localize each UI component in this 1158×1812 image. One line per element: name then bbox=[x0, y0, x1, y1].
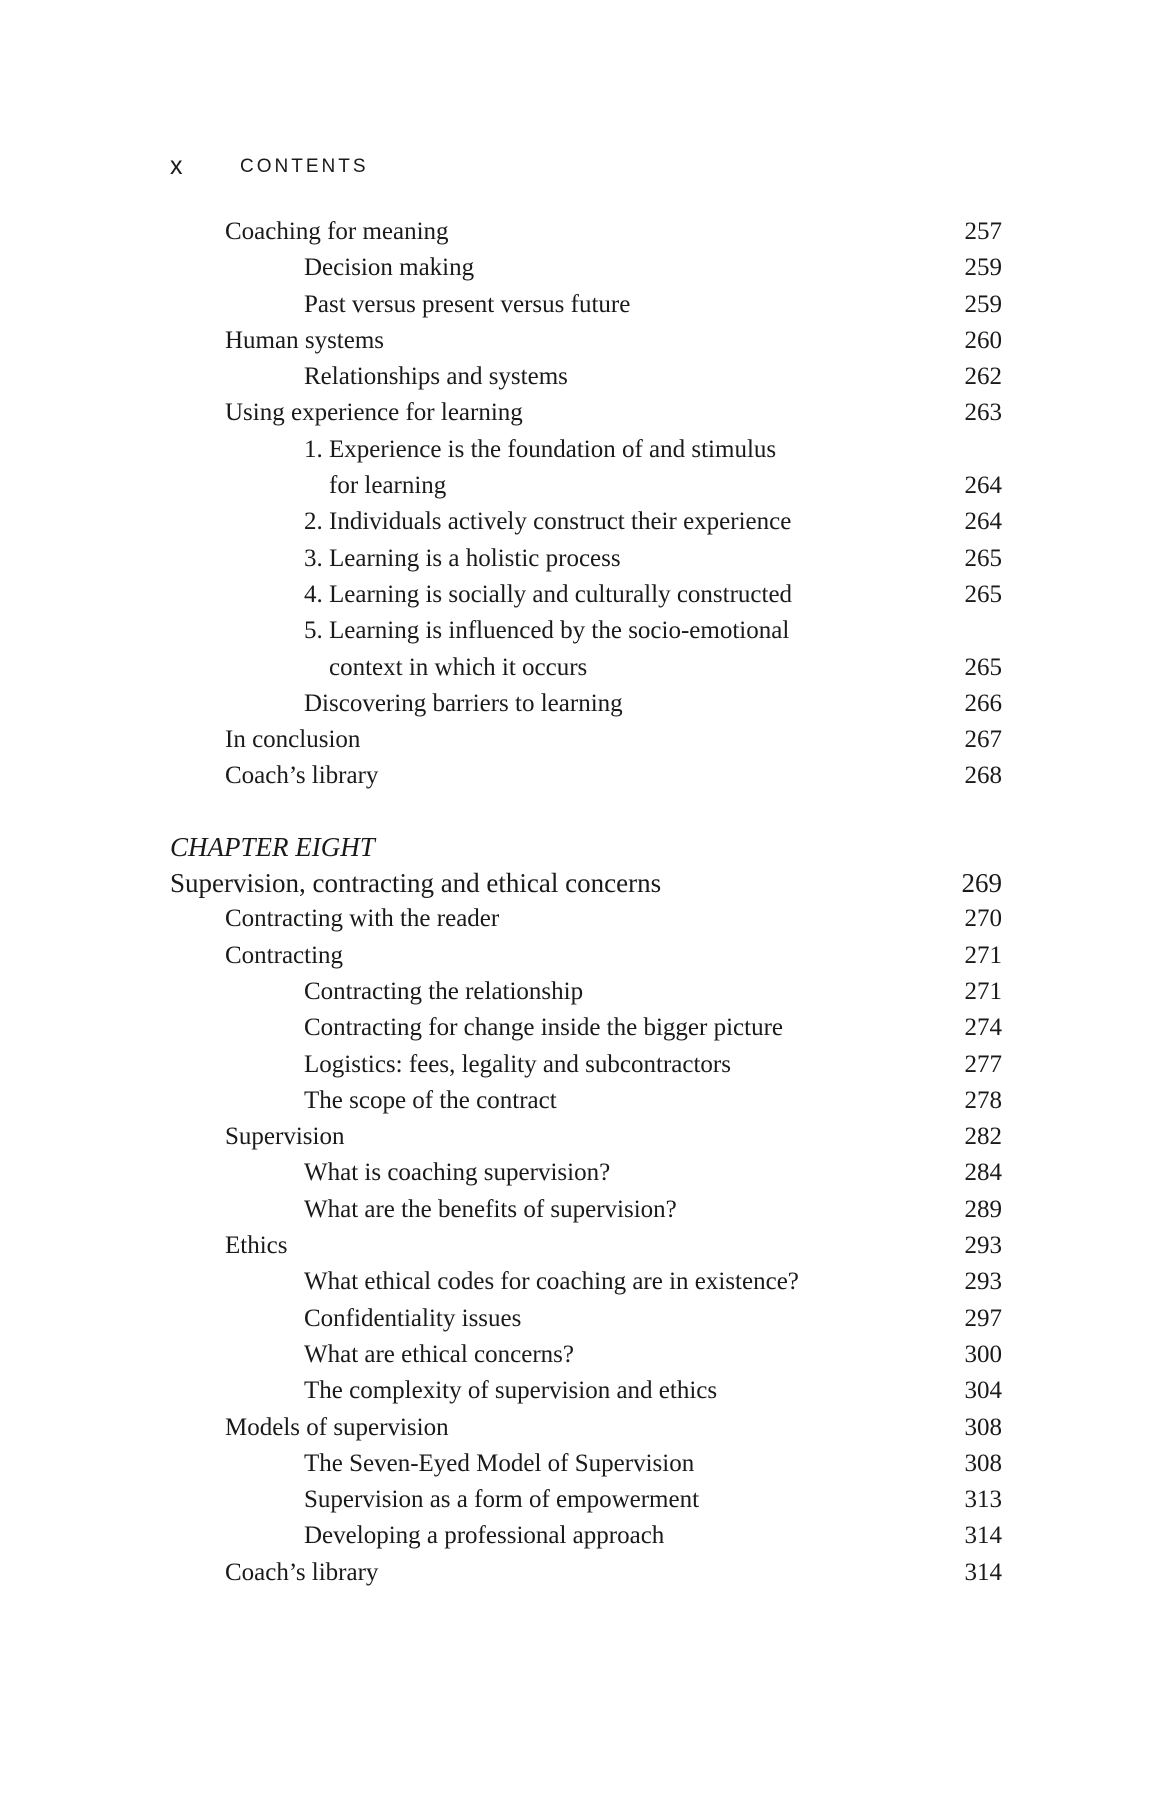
toc-entry-page: 265 bbox=[964, 580, 1002, 608]
toc-entry-title: for learning bbox=[329, 472, 447, 500]
toc-entry-title: Contracting for change inside the bigger picture bbox=[304, 1014, 784, 1042]
toc-entry-title: Contracting with the reader bbox=[225, 905, 500, 933]
toc-entry[interactable] bbox=[170, 359, 1002, 395]
toc-entry-title: Past versus present versus future bbox=[304, 290, 631, 318]
toc-entry-page: 271 bbox=[964, 941, 1002, 969]
toc-entry-page: 300 bbox=[964, 1340, 1002, 1368]
toc-entry[interactable] bbox=[170, 1410, 1002, 1446]
table-of-contents bbox=[170, 214, 1002, 1591]
toc-entry-title: Supervision bbox=[225, 1123, 345, 1151]
toc-entry-title: Confidentiality issues bbox=[304, 1304, 522, 1332]
toc-entry-page: 257 bbox=[964, 218, 1002, 245]
toc-entry-page: 297 bbox=[964, 1304, 1002, 1332]
toc-entry[interactable] bbox=[170, 1192, 1002, 1228]
toc-entry[interactable] bbox=[170, 722, 1002, 758]
toc-entry[interactable] bbox=[170, 1482, 1002, 1518]
toc-entry-title: The complexity of supervision and ethics bbox=[304, 1377, 718, 1405]
toc-entry-title: Supervision as a form of empowerment bbox=[304, 1486, 700, 1514]
toc-entry[interactable] bbox=[170, 1301, 1002, 1337]
toc-entry-title: What ethical codes for coaching are in existence? bbox=[304, 1268, 799, 1296]
chapter-title: Supervision, contracting and ethical concerns bbox=[170, 868, 662, 899]
toc-entry-title: context in which it occurs bbox=[329, 653, 588, 681]
chapter-title-row[interactable] bbox=[170, 865, 1002, 901]
toc-entry-page: 313 bbox=[964, 1486, 1002, 1514]
toc-entry[interactable] bbox=[170, 613, 1002, 649]
toc-entry[interactable] bbox=[170, 1228, 1002, 1264]
toc-entry-page: 304 bbox=[964, 1377, 1002, 1405]
toc-entry-page: 282 bbox=[964, 1123, 1002, 1151]
toc-entry-title: 1. Experience is the foundation of and stimulus bbox=[304, 435, 777, 463]
toc-entry-title: 2. Individuals actively construct their experience bbox=[304, 508, 792, 536]
toc-entry-page: 293 bbox=[964, 1268, 1002, 1296]
toc-entry[interactable] bbox=[170, 1264, 1002, 1300]
toc-entry-page: 289 bbox=[964, 1195, 1002, 1223]
toc-entry[interactable] bbox=[170, 250, 1002, 286]
toc-entry[interactable] bbox=[170, 1155, 1002, 1191]
toc-entry-page: 266 bbox=[964, 689, 1002, 717]
toc-section-after bbox=[170, 901, 1002, 1591]
toc-entry-title: Using experience for learning bbox=[225, 399, 523, 427]
toc-entry-title: Discovering barriers to learning bbox=[304, 689, 623, 717]
toc-entry[interactable] bbox=[170, 758, 1002, 794]
toc-entry-page: 277 bbox=[964, 1050, 1002, 1078]
toc-entry-page: 262 bbox=[964, 363, 1002, 391]
toc-entry-page: 265 bbox=[964, 653, 1002, 681]
toc-entry[interactable] bbox=[170, 323, 1002, 359]
toc-entry-title: Decision making bbox=[304, 254, 475, 282]
toc-entry[interactable] bbox=[170, 1083, 1002, 1119]
toc-entry-title: Coach’s library bbox=[225, 762, 379, 790]
toc-entry-page: 308 bbox=[964, 1449, 1002, 1477]
toc-entry-title: The scope of the contract bbox=[304, 1086, 557, 1114]
toc-entry-title: 4. Learning is socially and culturally constructed bbox=[304, 580, 793, 608]
toc-entry-page: 308 bbox=[964, 1413, 1002, 1441]
toc-entry-page: 259 bbox=[964, 254, 1002, 282]
toc-entry-title: Contracting the relationship bbox=[304, 977, 584, 1005]
toc-entry[interactable] bbox=[170, 901, 1002, 937]
toc-entry[interactable] bbox=[170, 686, 1002, 722]
toc-entry[interactable] bbox=[170, 541, 1002, 577]
toc-section-before bbox=[170, 214, 1002, 795]
toc-entry-title: Models of supervision bbox=[225, 1413, 449, 1441]
toc-entry[interactable] bbox=[170, 504, 1002, 540]
toc-entry-page: 314 bbox=[964, 1558, 1002, 1586]
toc-entry-page: 270 bbox=[964, 905, 1002, 933]
toc-entry[interactable] bbox=[170, 1555, 1002, 1591]
toc-entry-title: In conclusion bbox=[225, 726, 361, 754]
toc-entry-title: Coach’s library bbox=[225, 1558, 379, 1586]
toc-entry[interactable] bbox=[170, 650, 1002, 686]
toc-entry[interactable] bbox=[170, 938, 1002, 974]
toc-entry-page: 265 bbox=[964, 544, 1002, 572]
toc-entry-page: 271 bbox=[964, 977, 1002, 1005]
toc-entry-title: 3. Learning is a holistic process bbox=[304, 544, 621, 572]
toc-entry[interactable] bbox=[170, 432, 1002, 468]
toc-entry[interactable] bbox=[170, 214, 1002, 250]
page-number: x bbox=[170, 152, 183, 180]
toc-entry[interactable] bbox=[170, 1119, 1002, 1155]
toc-entry-page: 268 bbox=[964, 762, 1002, 790]
toc-entry-page: 264 bbox=[964, 472, 1002, 500]
toc-entry-page: 293 bbox=[964, 1232, 1002, 1260]
toc-entry-page: 284 bbox=[964, 1159, 1002, 1187]
toc-entry-title: Ethics bbox=[225, 1232, 288, 1260]
toc-entry-page: 264 bbox=[964, 508, 1002, 536]
toc-entry[interactable] bbox=[170, 1010, 1002, 1046]
toc-entry[interactable] bbox=[170, 1373, 1002, 1409]
chapter-page-number: 269 bbox=[961, 868, 1002, 899]
toc-entry[interactable] bbox=[170, 974, 1002, 1010]
running-title: CONTENTS bbox=[240, 156, 369, 177]
toc-entry-title: The Seven-Eyed Model of Supervision bbox=[304, 1449, 695, 1477]
toc-entry[interactable] bbox=[170, 1446, 1002, 1482]
toc-entry-title: What is coaching supervision? bbox=[304, 1159, 611, 1187]
toc-entry-title: Coaching for meaning bbox=[225, 218, 449, 245]
toc-entry-page: 314 bbox=[964, 1522, 1002, 1550]
toc-entry-page: 263 bbox=[964, 399, 1002, 427]
toc-entry[interactable] bbox=[170, 468, 1002, 504]
toc-entry-page: 267 bbox=[964, 726, 1002, 754]
toc-entry-title: What are the benefits of supervision? bbox=[304, 1195, 677, 1223]
toc-entry[interactable] bbox=[170, 395, 1002, 431]
toc-entry[interactable] bbox=[170, 1047, 1002, 1083]
toc-entry[interactable] bbox=[170, 287, 1002, 323]
toc-entry-title: 5. Learning is influenced by the socio-emotional bbox=[304, 617, 790, 645]
chapter-label: CHAPTER EIGHT bbox=[170, 831, 375, 862]
toc-entry[interactable] bbox=[170, 577, 1002, 613]
toc-entry-page: 259 bbox=[964, 290, 1002, 318]
chapter-gap bbox=[170, 795, 1002, 829]
toc-entry-page: 278 bbox=[964, 1086, 1002, 1114]
toc-entry-page: 260 bbox=[964, 326, 1002, 354]
toc-entry-title: Logistics: fees, legality and subcontractors bbox=[304, 1050, 731, 1078]
toc-entry-title: What are ethical concerns? bbox=[304, 1340, 574, 1368]
toc-entry[interactable] bbox=[170, 1337, 1002, 1373]
toc-entry[interactable] bbox=[170, 1518, 1002, 1554]
toc-entry-title: Developing a professional approach bbox=[304, 1522, 665, 1550]
toc-entry-title: Human systems bbox=[225, 326, 385, 354]
toc-entry-title: Relationships and systems bbox=[304, 363, 568, 391]
toc-entry-page: 274 bbox=[964, 1014, 1002, 1042]
toc-entry-title: Contracting bbox=[225, 941, 344, 969]
